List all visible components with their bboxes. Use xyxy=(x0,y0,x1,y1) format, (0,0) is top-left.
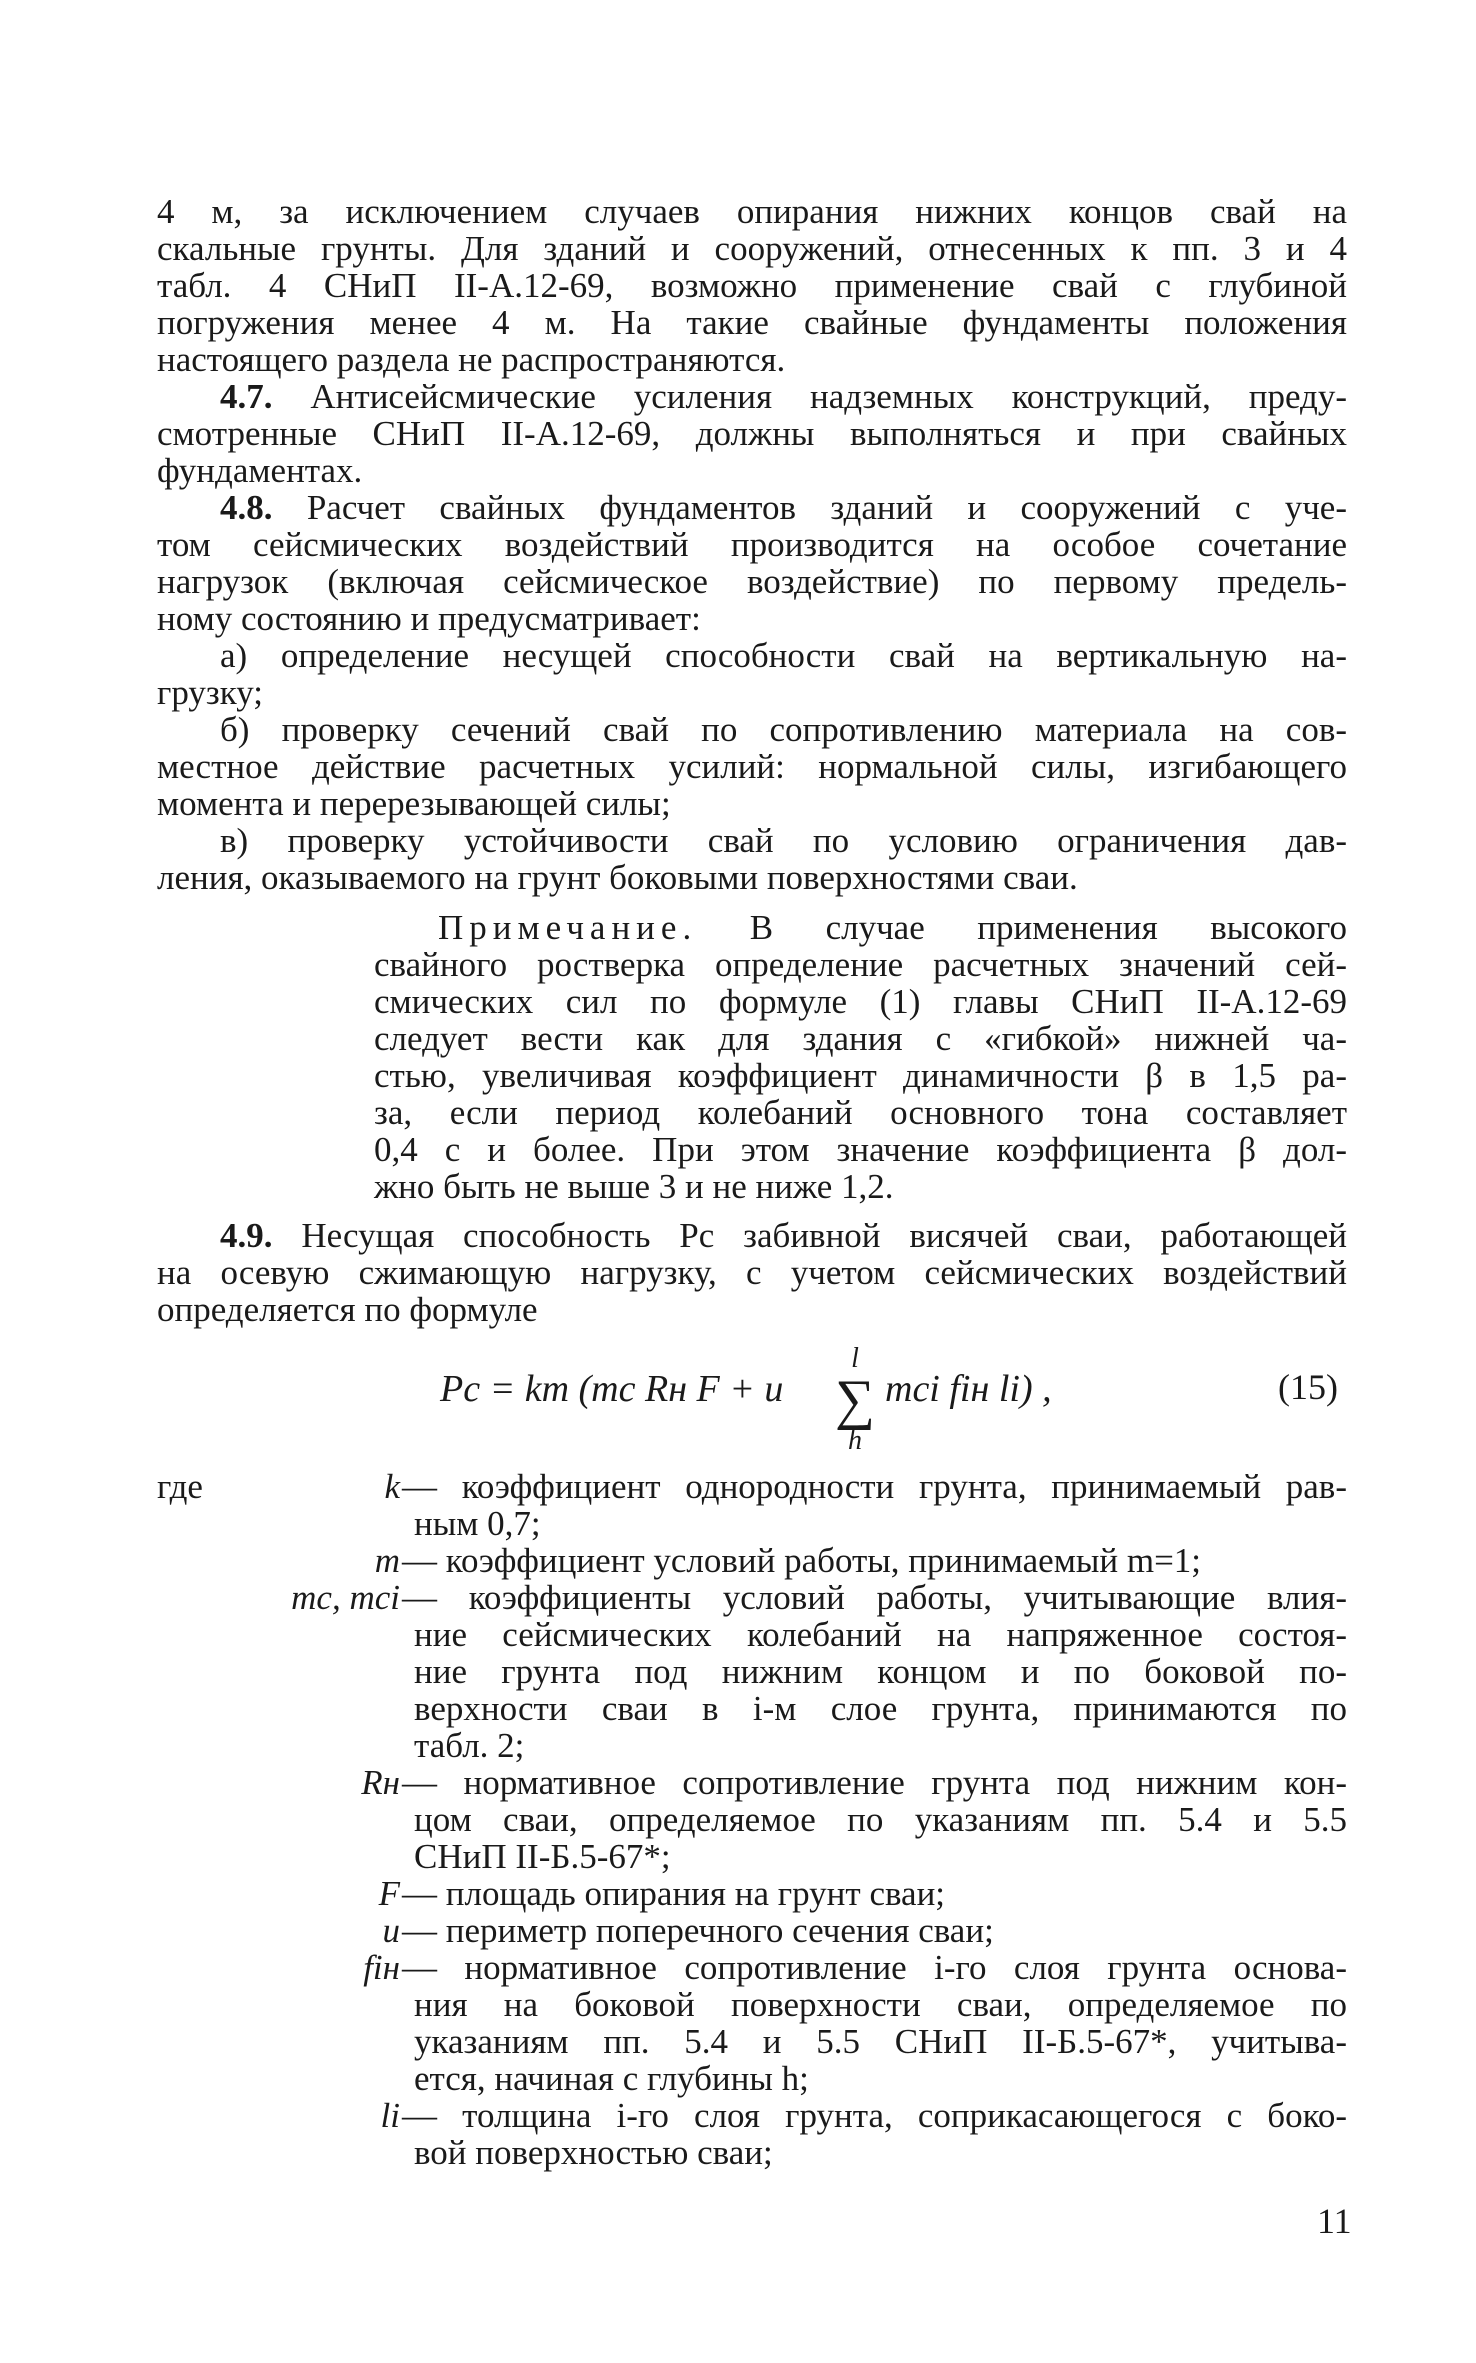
text-line: скальные грунты. Для зданий и сооружений, отнесенных к пп. 3 и 4 xyxy=(157,229,1347,268)
equation-number: (15) xyxy=(1278,1367,1338,1407)
symbol-u: u xyxy=(382,1911,400,1950)
formula-lhs: Pc = km (mc Rн F + u xyxy=(440,1368,784,1410)
note-line: за, если период колебаний основного тона составляет xyxy=(374,1093,1347,1132)
text-line: грузку; xyxy=(157,673,263,712)
paragraph-4-7-line: 4.7. Антисейсмические усиления надземных конструкций, преду- xyxy=(220,377,1347,416)
list-item-b: б) проверку сечений свай по сопротивлению материала на сов- xyxy=(220,710,1347,749)
paragraph-4-9-line: 4.9. Несущая способность Pc забивной висячей сваи, работающей xyxy=(220,1216,1347,1255)
definition-line: ным 0,7; xyxy=(414,1504,541,1543)
text-line: местное действие расчетных усилий: нормальной силы, изгибающего xyxy=(157,747,1347,786)
definition-line: вой поверхностью сваи; xyxy=(414,2133,773,2172)
definition-line: — периметр поперечного сечения сваи; xyxy=(402,1911,994,1950)
note-line: стью, увеличивая коэффициент динамичности β в 1,5 ра- xyxy=(374,1056,1347,1095)
text-line: нагрузок (включая сейсмическое воздействие) по первому предель- xyxy=(157,562,1347,601)
text-line: погружения менее 4 м. На такие свайные фундаменты положения xyxy=(157,303,1347,342)
note-line: свайного ростверка определение расчетных значений сей- xyxy=(374,945,1347,984)
text-line: фундаментах. xyxy=(157,451,363,490)
definition-line: — коэффициенты условий работы, учитывающие влия- xyxy=(402,1578,1347,1617)
definition-line: цом сваи, определяемое по указаниям пп. 5.4 и 5.5 xyxy=(414,1800,1347,1839)
note-line: жно быть не выше 3 и не ниже 1,2. xyxy=(374,1167,894,1206)
definition-line: — нормативное сопротивление i-го слоя грунта основа- xyxy=(402,1948,1347,1987)
definition-line: ние сейсмических колебаний на напряженное состоя- xyxy=(414,1615,1347,1654)
note-line: 0,4 с и более. При этом значение коэффициента β дол- xyxy=(374,1130,1347,1169)
note-line: смических сил по формуле (1) главы СНиП II-А.12-69 xyxy=(374,982,1347,1021)
symbol-fi: fiн xyxy=(363,1948,400,1987)
section-number: 4.9. xyxy=(220,1216,273,1255)
symbol-f: F xyxy=(378,1874,400,1913)
definition-line: табл. 2; xyxy=(414,1726,525,1765)
definition-line: — нормативное сопротивление грунта под нижним кон- xyxy=(402,1763,1347,1802)
section-number: 4.8. xyxy=(220,488,273,527)
definition-line: СНиП II-Б.5-67*; xyxy=(414,1837,671,1876)
symbol-m: m xyxy=(374,1541,400,1580)
definition-line: — коэффициент однородности грунта, принимаемый рав- xyxy=(402,1467,1347,1506)
definition-line: — площадь опирания на грунт сваи; xyxy=(402,1874,946,1913)
definition-line: ется, начиная с глубины h; xyxy=(414,2059,809,2098)
symbol-k: k xyxy=(384,1467,400,1506)
summation-sign: l ∑ h xyxy=(835,1343,875,1456)
definition-line: — коэффициент условий работы, принимаемый m=1; xyxy=(402,1541,1202,1580)
text-line: 4 м, за исключением случаев опирания нижних концов свай на xyxy=(157,192,1347,231)
definition-line: ние грунта под нижним концом и по боковой по- xyxy=(414,1652,1347,1691)
list-item-a: а) определение несущей способности свай на вертикальную на- xyxy=(220,636,1347,675)
symbol-rn: Rн xyxy=(361,1763,400,1802)
text-line: определяется по формуле xyxy=(157,1290,538,1329)
note-line: следует вести как для здания с «гибкой» нижней ча- xyxy=(374,1019,1347,1058)
definition-line: указаниям пп. 5.4 и 5.5 СНиП II-Б.5-67*, учитыва- xyxy=(414,2022,1347,2061)
list-item-c: в) проверку устойчивости свай по условию ограничения дав- xyxy=(220,821,1347,860)
text-line: ному состоянию и предусматривает: xyxy=(157,599,701,638)
symbol-li: li xyxy=(380,2096,400,2135)
section-number: 4.7. xyxy=(220,377,273,416)
note-label: Примечание. xyxy=(438,908,698,947)
text-line: момента и перерезывающей силы; xyxy=(157,784,671,823)
definition-line: ния на боковой поверхности сваи, определяемое по xyxy=(414,1985,1347,2024)
symbol-mc: mc, mci xyxy=(291,1578,400,1617)
text-line: смотренные СНиП II-А.12-69, должны выполняться и при свайных xyxy=(157,414,1347,453)
formula-rhs: mci fiн li) , xyxy=(885,1368,1052,1410)
formula-15 xyxy=(440,1345,1060,1455)
text-line: настоящего раздела не распространяются. xyxy=(157,340,786,379)
definition-line: — толщина i-го слоя грунта, соприкасающегося с боко- xyxy=(402,2096,1347,2135)
text-line: табл. 4 СНиП II-А.12-69, возможно применение свай с глубиной xyxy=(157,266,1347,305)
paragraph-4-8-line: 4.8. Расчет свайных фундаментов зданий и сооружений с уче- xyxy=(220,488,1347,527)
text-line: ления, оказываемого на грунт боковыми поверхностями сваи. xyxy=(157,858,1078,897)
where-label: где xyxy=(157,1467,203,1506)
text-line: том сейсмических воздействий производится на особое сочетание xyxy=(157,525,1347,564)
text-line: на осевую сжимающую нагрузку, с учетом сейсмических воздействий xyxy=(157,1253,1347,1292)
note-first-line: Примечание. В случае применения высокого xyxy=(438,908,1348,947)
definition-line: верхности сваи в i-м слое грунта, принимаются по xyxy=(414,1689,1347,1728)
page-number: 11 xyxy=(1317,2201,1352,2241)
